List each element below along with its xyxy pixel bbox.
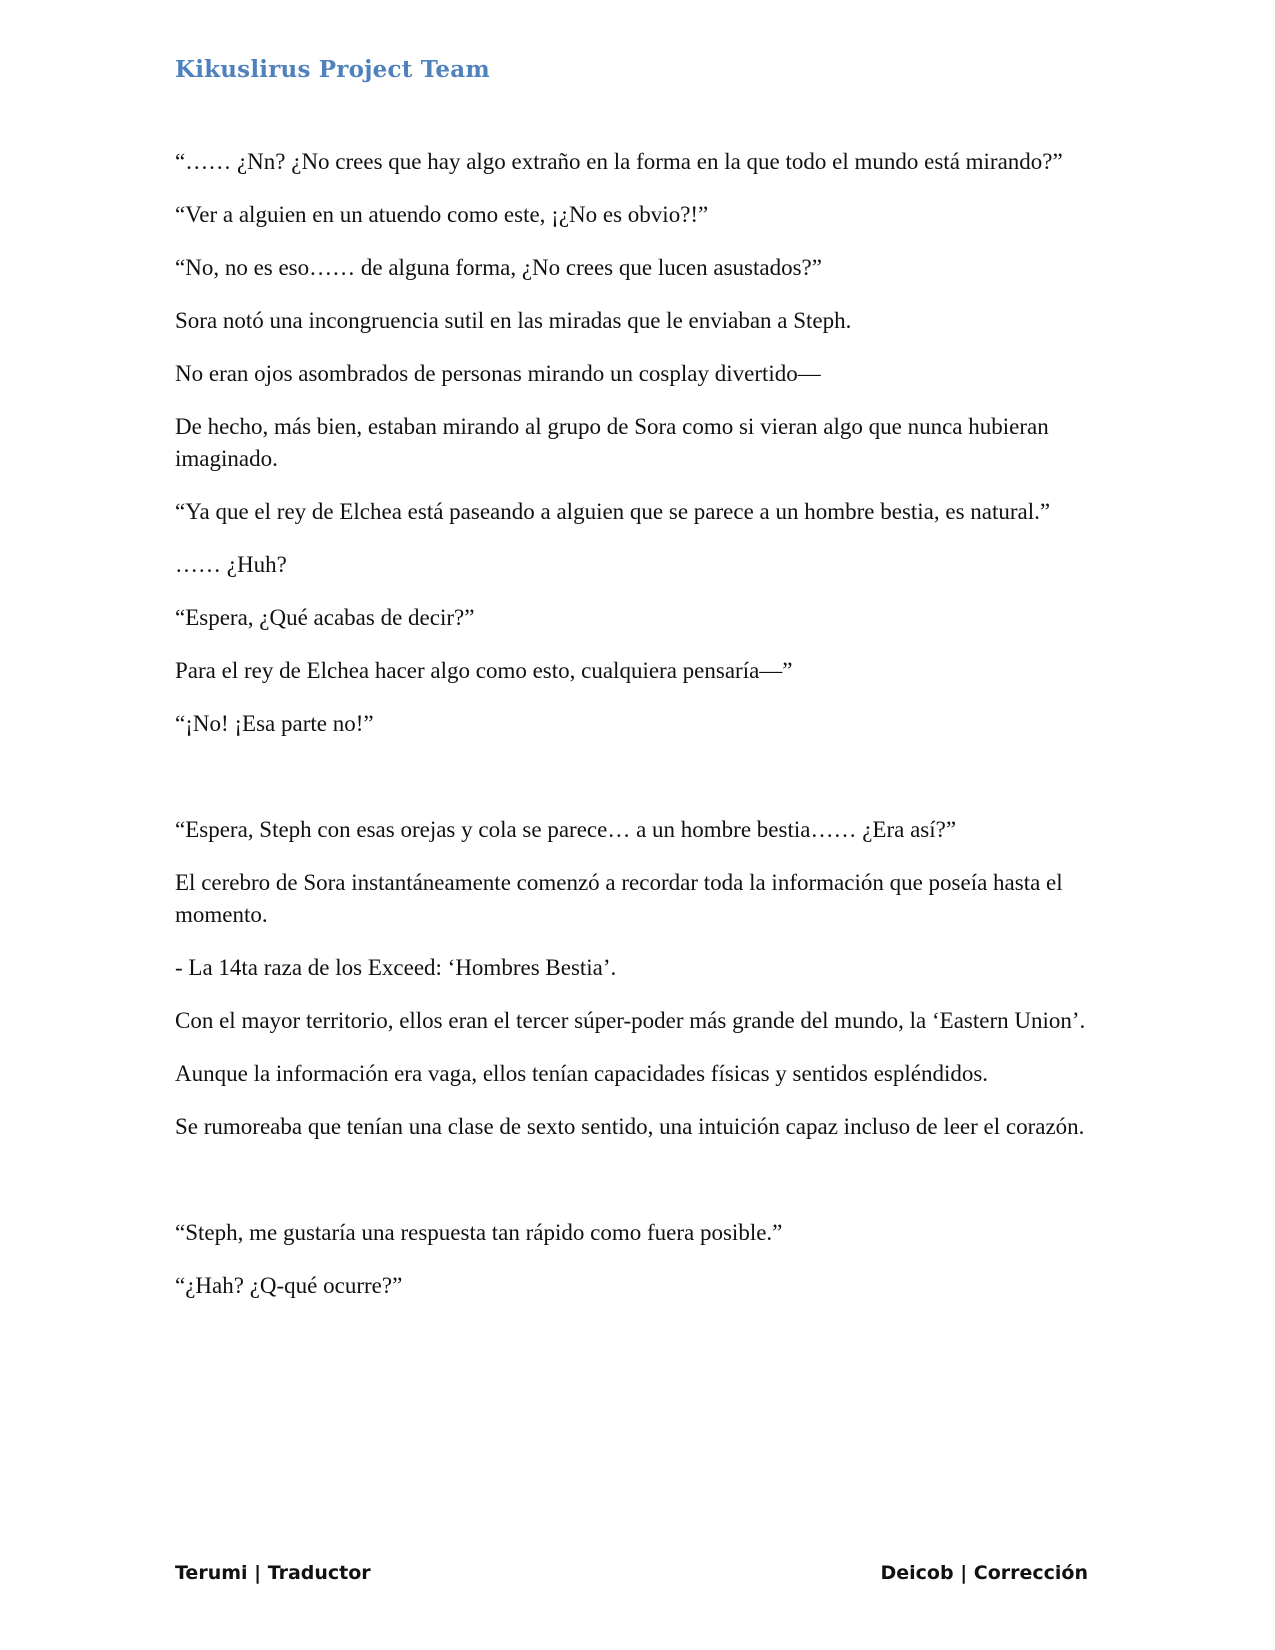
paragraph: El cerebro de Sora instantáneamente comenzó a recordar toda la información que poseía hasta el momento. (175, 870, 1063, 927)
paragraph: “¿Hah? ¿Q-qué ocurre?” (175, 1273, 403, 1298)
paragraph: “No, no es eso…… de alguna forma, ¿No crees que lucen asustados?” (175, 255, 822, 280)
paragraph: “Ya que el rey de Elchea está paseando a alguien que se parece a un hombre bestia, es natural.” (175, 499, 1051, 524)
section-gap (175, 761, 1095, 814)
paragraph: “Espera, Steph con esas orejas y cola se parece… a un hombre bestia…… ¿Era así?” (175, 817, 957, 842)
paragraph: “…… ¿Nn? ¿No crees que hay algo extraño en la forma en la que todo el mundo está mirando?” (175, 149, 1063, 174)
paragraph: Aunque la información era vaga, ellos tenían capacidades físicas y sentidos espléndidos. (175, 1061, 989, 1086)
paragraph: “Steph, me gustaría una respuesta tan rápido como fuera posible.” (175, 1220, 783, 1245)
section-gap (175, 1164, 1095, 1217)
footer-translator-credit: Terumi | Traductor (175, 1562, 371, 1584)
footer-proofreader-credit: Deicob | Corrección (880, 1562, 1088, 1584)
paragraph: No eran ojos asombrados de personas mirando un cosplay divertido— (175, 361, 821, 386)
paragraph: “¡No! ¡Esa parte no!” (175, 711, 374, 736)
paragraph: Sora notó una incongruencia sutil en las miradas que le enviaban a Steph. (175, 308, 852, 333)
paragraph: “Ver a alguien en un atuendo como este, ¡¿No es obvio?!” (175, 202, 709, 227)
paragraph: Con el mayor territorio, ellos eran el tercer súper-poder más grande del mundo, la ‘Eastern Union’. (175, 1008, 1086, 1033)
paragraph: - La 14ta raza de los Exceed: ‘Hombres Bestia’. (175, 955, 617, 980)
paragraph: De hecho, más bien, estaban mirando al grupo de Sora como si vieran algo que nunca hubieran imaginado. (175, 414, 1049, 471)
paragraph: “Espera, ¿Qué acabas de decir?” (175, 605, 475, 630)
paragraph: Para el rey de Elchea hacer algo como esto, cualquiera pensaría—” (175, 658, 793, 683)
header-title: Kikuslirus Project Team (175, 56, 490, 83)
paragraph: …… ¿Huh? (175, 552, 287, 577)
paragraph: Se rumoreaba que tenían una clase de sexto sentido, una intuición capaz incluso de leer el corazón. (175, 1114, 1085, 1139)
document-body (175, 146, 1095, 1323)
